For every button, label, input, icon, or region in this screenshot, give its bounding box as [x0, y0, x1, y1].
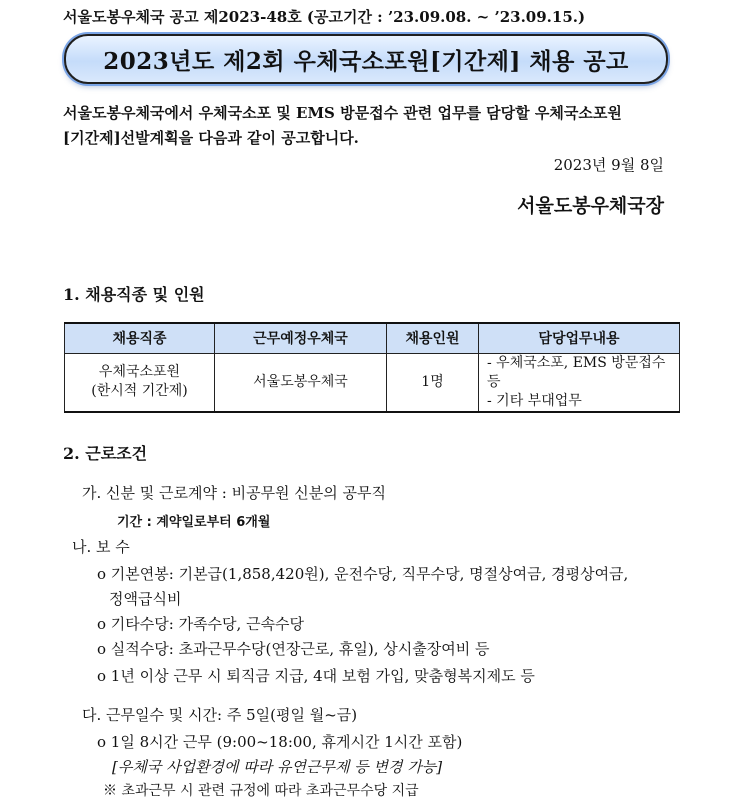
work-days-hours: 다. 근무일수 및 시간: 주 5일(평일 월~금) — [82, 706, 358, 724]
pay-base-salary: o 기본연봉: 기본급(1,858,420원), 운전수당, 직무수당, 명절상여금, 경평상여금, — [97, 565, 629, 583]
title-banner — [64, 34, 668, 84]
recruitment-table — [64, 322, 680, 413]
job-type: (한시적 기간제) — [91, 383, 188, 399]
cell-job — [65, 353, 215, 412]
cell-duties — [479, 353, 680, 412]
work-hours-detail: o 1일 8시간 근무 (9:00~18:00, 휴게시간 1시간 포함) — [97, 733, 463, 751]
pay-heading: 나. 보 수 — [72, 538, 130, 556]
page-title: 2023년도 제2회 우체국소포원[기간제] 채용 공고 — [103, 47, 629, 75]
col-header-job: 채용직종 — [65, 323, 215, 353]
cell-count: 1명 — [387, 353, 479, 412]
col-header-office: 근무예정우체국 — [215, 323, 387, 353]
pay-benefits: o 1년 이상 근무 시 퇴직금 지급, 4대 보험 가입, 맞춤형복지제도 등 — [97, 667, 535, 685]
intro-line-2: [기간제]선발계획을 다음과 같이 공고합니다. — [63, 129, 359, 147]
announcement-date: 2023년 9월 8일 — [553, 156, 664, 174]
table-header-row — [65, 323, 680, 353]
job-title: 우체국소포원 — [98, 364, 181, 380]
cell-office: 서울도봉우체국 — [215, 353, 387, 412]
overtime-note: ※ 초과근무 시 관련 규정에 따라 초과근무수당 지급 — [103, 783, 419, 799]
section-1-heading: 1. 채용직종 및 인원 — [63, 285, 205, 304]
col-header-duties: 담당업무내용 — [479, 323, 680, 353]
signer: 서울도봉우체국장 — [517, 195, 664, 217]
condition-status: 가. 신분 및 근로계약 : 비공무원 신분의 공무직 — [82, 484, 387, 502]
section-2-heading: 2. 근로조건 — [63, 444, 148, 463]
contract-period: 기간 : 계약일로부터 6개월 — [117, 515, 271, 530]
intro-line-1: 서울도봉우체국에서 우체국소포 및 EMS 방문접수 관련 업무를 담당할 우체국소포원 — [63, 104, 622, 122]
notice-number: 서울도봉우체국 공고 제2023-48호 (공고기간 : ’23.09.08. ~ ’23.09.15.) — [63, 8, 586, 26]
col-header-count: 채용인원 — [387, 323, 479, 353]
pay-base-salary-cont: 정액급식비 — [109, 590, 182, 608]
duty-item: - 기타 부대업무 — [487, 392, 582, 409]
pay-performance-allowance: o 실적수당: 초과근무수당(연장근로, 휴일), 상시출장여비 등 — [97, 640, 490, 658]
table-row — [65, 353, 680, 412]
duty-item: - 우체국소포, EMS 방문접수 등 — [487, 354, 666, 390]
flex-work-note: [우체국 사업환경에 따라 유연근무제 등 변경 가능] — [112, 758, 443, 776]
pay-other-allowance: o 기타수당: 가족수당, 근속수당 — [97, 615, 305, 633]
